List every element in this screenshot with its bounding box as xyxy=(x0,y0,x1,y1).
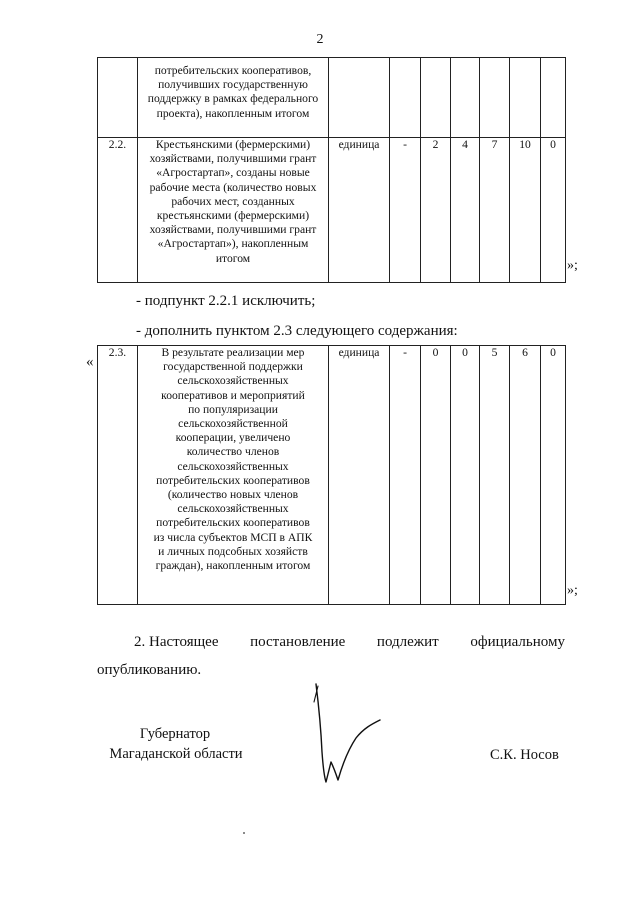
signer-name: С.К. Носов xyxy=(490,747,559,763)
desc-line: сельскохозяйственных xyxy=(177,459,289,473)
opening-quote: « xyxy=(86,354,94,370)
value-cell: 2 xyxy=(421,138,451,283)
unit-cell: единица xyxy=(329,346,390,605)
desc-line: сельскохозяйственных xyxy=(177,374,289,388)
desc-line: хозяйствами, получившими грант xyxy=(149,152,317,166)
row-description xyxy=(138,346,329,605)
value-cell: - xyxy=(390,346,421,605)
value-cell: 0 xyxy=(421,346,451,605)
desc-line: потребительских кооперативов xyxy=(156,516,310,530)
value-cell: - xyxy=(390,138,421,283)
desc-line: итогом xyxy=(215,251,251,265)
paragraph-word: официальному xyxy=(470,634,565,650)
value-cell xyxy=(390,58,421,138)
desc-line: количество членов xyxy=(186,445,280,459)
row-number xyxy=(98,58,138,138)
value-cell: 0 xyxy=(541,138,566,283)
indicator-table-continuation xyxy=(97,57,566,283)
desc-line: сельскохозяйственных xyxy=(177,502,289,516)
desc-line: рабочие места (количество новых xyxy=(149,180,317,194)
desc-line: потребительских кооперативов xyxy=(156,473,310,487)
unit-cell xyxy=(329,58,390,138)
table-row xyxy=(98,346,566,605)
desc-line: потребительских кооперативов, xyxy=(154,64,312,77)
table-row xyxy=(98,138,566,283)
desc-line: сельскохозяйственной xyxy=(178,417,288,431)
value-cell: 0 xyxy=(451,346,480,605)
publication-paragraph xyxy=(97,628,565,684)
desc-line: хозяйствами, получившими грант xyxy=(149,223,317,237)
desc-line: кооперативов и мероприятий xyxy=(161,388,305,402)
row-number: 2.3. xyxy=(98,346,138,605)
value-cell: 0 xyxy=(541,346,566,605)
desc-line: рабочих мест, созданных xyxy=(171,194,295,208)
desc-line: поддержку в рамках федерального xyxy=(147,92,319,106)
signatory-region: Магаданской области xyxy=(109,746,243,762)
desc-line: крестьянскими (фермерскими) xyxy=(156,209,310,223)
desc-line: государственной поддержки xyxy=(163,360,303,374)
value-cell xyxy=(541,58,566,138)
instruction-line: - подпункт 2.2.1 исключить; xyxy=(136,293,316,309)
desc-line: кооперации, увеличено xyxy=(175,431,291,445)
value-cell: 4 xyxy=(451,138,480,283)
desc-line: и личных подсобных хозяйств xyxy=(158,544,308,558)
indicator-table-new-item xyxy=(97,345,566,605)
scan-speck xyxy=(243,832,245,834)
value-cell xyxy=(510,58,541,138)
row-number: 2.2. xyxy=(98,138,138,283)
signatory-title: Губернатор xyxy=(139,726,211,742)
handwritten-signature xyxy=(300,680,390,790)
instruction-line: - дополнить пунктом 2.3 следующего содержания: xyxy=(136,323,458,339)
closing-quote: »; xyxy=(567,583,578,598)
paragraph-word: подлежит xyxy=(376,634,439,650)
page-number: 2 xyxy=(316,32,324,47)
desc-line: граждан), накопленным итогом xyxy=(155,559,311,573)
paragraph-word: постановление xyxy=(250,634,346,650)
value-cell xyxy=(421,58,451,138)
desc-line: (количество новых членов xyxy=(167,488,299,502)
value-cell: 6 xyxy=(510,346,541,605)
paragraph-line-1 xyxy=(97,628,565,656)
paragraph-word: 2. Настоящее xyxy=(134,634,219,650)
row-description xyxy=(138,138,329,283)
desc-line: «Агростартап», созданы новые xyxy=(156,166,310,180)
paragraph-line-2: опубликованию. xyxy=(97,662,202,678)
value-cell xyxy=(480,58,510,138)
desc-line: «Агростартап»), накопленным xyxy=(157,237,309,251)
table-row xyxy=(98,58,566,138)
row-description xyxy=(138,58,329,138)
desc-line: получивших государственную xyxy=(158,78,308,92)
value-cell: 7 xyxy=(480,138,510,283)
value-cell: 10 xyxy=(510,138,541,283)
desc-line: из числа субъектов МСП в АПК xyxy=(153,530,313,544)
desc-line: по популяризации xyxy=(188,402,278,416)
desc-line: проекта), накопленным итогом xyxy=(156,106,310,120)
closing-quote: »; xyxy=(567,258,578,273)
unit-cell: единица xyxy=(329,138,390,283)
value-cell xyxy=(451,58,480,138)
desc-line: Крестьянскими (фермерскими) xyxy=(155,138,311,151)
desc-line: В результате реализации мер xyxy=(161,346,305,359)
value-cell: 5 xyxy=(480,346,510,605)
